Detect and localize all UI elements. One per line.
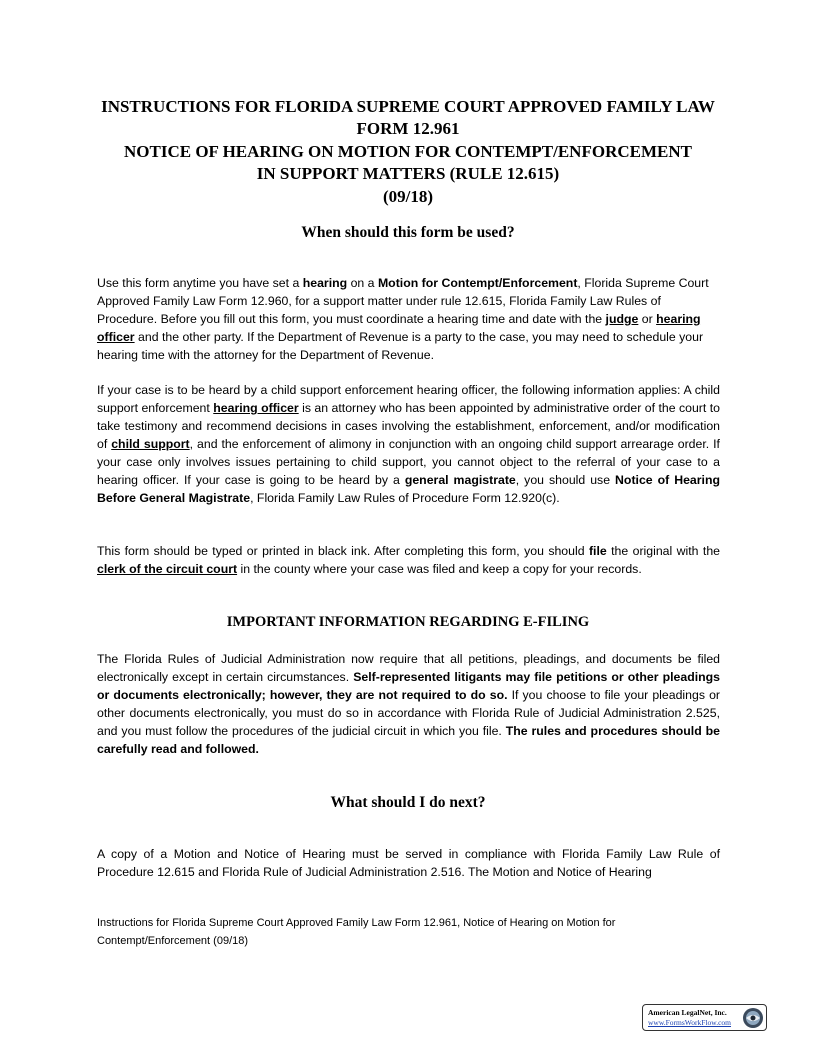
heading-efiling: IMPORTANT INFORMATION REGARDING E-FILING	[226, 614, 590, 630]
title-line-5: (09/18)	[382, 186, 434, 206]
term-child-support: child support	[111, 437, 190, 451]
title-line-4: IN SUPPORT MATTERS (RULE 12.615)	[256, 164, 560, 184]
title-line-3: NOTICE OF HEARING ON MOTION FOR CONTEMPT/ENFORCEMENT	[124, 141, 692, 161]
page-footer: Instructions for Florida Supreme Court Approved Family Law Form 12.961, Notice of Hearing on Motion for Contempt/Enforcement (09/18)	[97, 917, 616, 947]
paragraph-when-used-1: Use this form anytime you have set a hearing on a Motion for Contempt/Enforcement, Florida Supreme Court Approved Family Law Form 12.960, for a support matter under rule 12.615, Florida Family Law Rules of Procedure. Before you fill out this form, you must coordinate a hearing time and date with the judge or hearing officer and the other party. If the Department of Revenue is a party to the case, you may need to schedule your hearing time with the attorney for the Department of Revenue.	[97, 276, 709, 362]
heading-when-used: When should this form be used?	[301, 224, 515, 241]
term-clerk-of-court: clerk of the circuit court	[97, 562, 238, 576]
paragraph-what-next: A copy of a Motion and Notice of Hearing must be served in compliance with Florida Family Law Rule of Procedure 12.615 and Florida Rule of Judicial Administration 2.516. The Motion and Notice of Hearing	[97, 847, 720, 879]
paragraph-when-used-3: This form should be typed or printed in black ink. After completing this form, you should file the original with the clerk of the circuit court in the county where your case was filed and keep a copy for your records.	[97, 544, 720, 576]
badge-company: American LegalNet, Inc.	[648, 1008, 727, 1017]
term-judge: judge	[605, 312, 639, 326]
paragraph-when-used-2: If your case is to be heard by a child support enforcement hearing officer, the following information applies: A child support enforcement hearing officer is an attorney who has been appointed by administrative order of the court to take testimony and recommend decisions in cases involving the establishment, enforcement, and/or modification of child support, and the enforcement of alimony in conjunction with an ongoing child support arrearage order. If your case only involves issues pertaining to child support, you cannot object to the referral of your case to a hearing officer. If your case is going to be heard by a general magistrate, you should use Notice of Hearing Before General Magistrate, Florida Family Law Rules of Procedure Form 12.920(c).	[97, 383, 720, 505]
title-line-1: INSTRUCTIONS FOR FLORIDA SUPREME COURT APPROVED FAMILY LAW	[101, 97, 715, 116]
globe-logo-icon	[742, 1007, 764, 1029]
document-title	[80, 96, 736, 208]
title-line-2: FORM 12.961	[356, 119, 460, 139]
heading-what-next: What should I do next?	[330, 794, 486, 811]
term-hearing-officer-2: hearing officer	[213, 401, 299, 415]
paragraph-efiling: The Florida Rules of Judicial Administration now require that all petitions, pleadings, and documents be filed electronically except in certain circumstances. Self-represented litigants may file petitions or other pleadings or documents electronically; however, they are not required to do so. If you choose to file your pleadings or other documents electronically, you must do so in accordance with Florida Rule of Judicial Administration 2.525, and you must follow the procedures of the judicial circuit in which you file. The rules and procedures should be carefully read and followed.	[97, 652, 720, 756]
american-legalnet-badge[interactable]	[642, 1004, 767, 1031]
badge-url-link[interactable]: www.FormsWorkFlow.com	[648, 1018, 732, 1027]
term-hearing-officer: hearing officer	[97, 312, 701, 344]
